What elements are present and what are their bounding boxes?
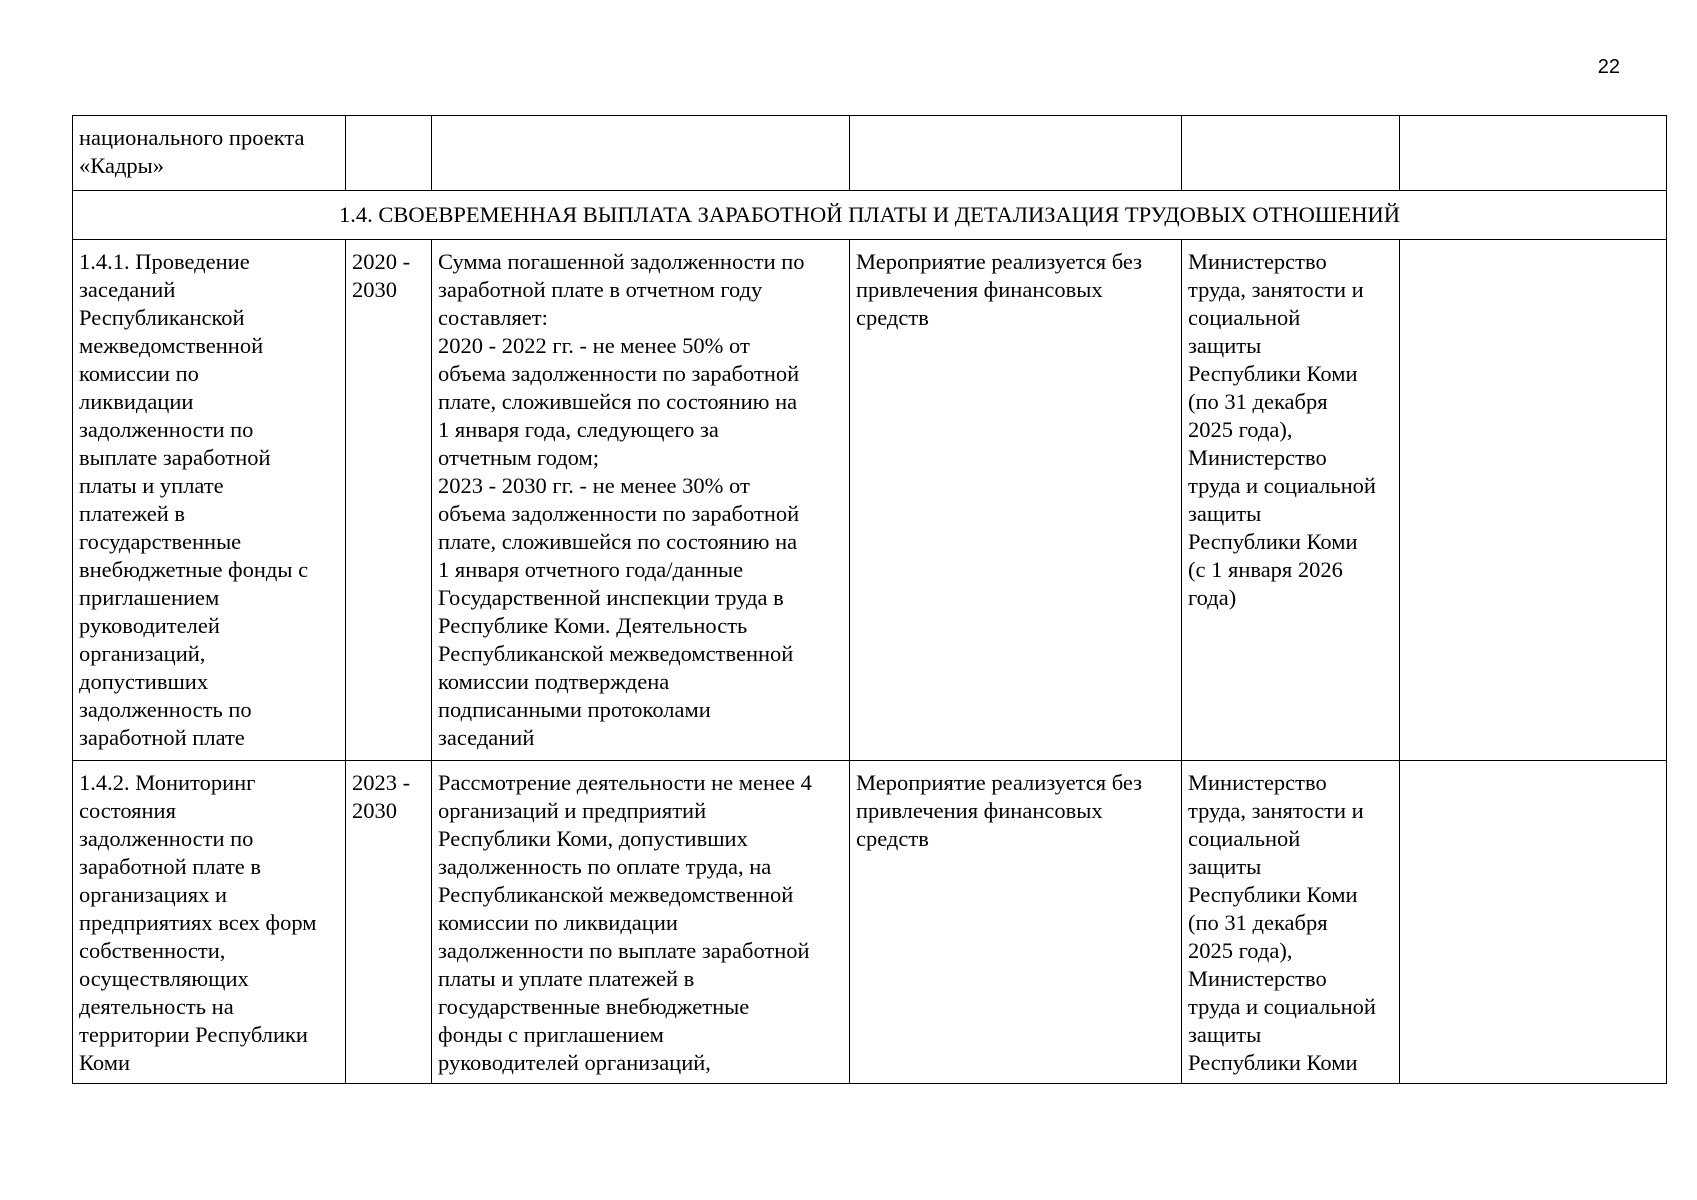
responsible-cell: Министерство труда, занятости и социальной защиты Республики Коми (по 31 декабря 2025 года), Министерство труда и социальной защиты Республики Коми (1182, 761, 1400, 1084)
financing-cell: Мероприятие реализуется без привлечения финансовых средств (850, 240, 1182, 761)
period-cell: 2023 - 2030 (346, 761, 432, 1084)
responsible-cell (1182, 116, 1400, 191)
responsible-cell: Министерство труда, занятости и социальной защиты Республики Коми (по 31 декабря 2025 года), Министерство труда и социальной защиты Республики Коми (с 1 января 2026 года) (1182, 240, 1400, 761)
financing-cell: Мероприятие реализуется без привлечения финансовых средств (850, 761, 1182, 1084)
extra-cell (1400, 240, 1667, 761)
page-number: 22 (1597, 56, 1620, 78)
table-row (73, 761, 1667, 1084)
section-heading-row (73, 191, 1667, 240)
measures-table (72, 115, 1667, 1084)
result-cell: Сумма погашенной задолженности по заработной плате в отчетном году составляет: 2020 - 2022 гг. - не менее 50% от объема задолженности по заработной плате, сложившейся по состоянию на 1 января года, следующего за отчетным годом; 2023 - 2030 гг. - не менее 30% от объема задолженности по заработной плате, сложившейся по состоянию на 1 января отчетного года/данные Государственной инспекции труда в Республике Коми. Деятельность Республиканской межведомственной комиссии подтверждена подписанными протоколами заседаний (432, 240, 850, 761)
extra-cell (1400, 761, 1667, 1084)
extra-cell (1400, 116, 1667, 191)
financing-cell (850, 116, 1182, 191)
period-cell (346, 116, 432, 191)
period-cell: 2020 - 2030 (346, 240, 432, 761)
activity-cell: 1.4.1. Проведение заседаний Республиканской межведомственной комиссии по ликвидации задолженности по выплате заработной платы и уплате платежей в государственные внебюджетные фонды с приглашением руководителей организаций, допустивших задолженность по заработной плате (73, 240, 346, 761)
activity-cell: национального проекта «Кадры» (73, 116, 346, 191)
result-cell (432, 116, 850, 191)
section-heading: 1.4. СВОЕВРЕМЕННАЯ ВЫПЛАТА ЗАРАБОТНОЙ ПЛАТЫ И ДЕТАЛИЗАЦИЯ ТРУДОВЫХ ОТНОШЕНИЙ (73, 191, 1667, 240)
table-row (73, 240, 1667, 761)
table-row (73, 116, 1667, 191)
result-cell: Рассмотрение деятельности не менее 4 организаций и предприятий Республики Коми, допустивших задолженность по оплате труда, на Республиканской межведомственной комиссии по ликвидации задолженности по выплате заработной платы и уплате платежей в государственные внебюджетные фонды с приглашением руководителей организаций, (432, 761, 850, 1084)
activity-cell: 1.4.2. Мониторинг состояния задолженности по заработной плате в организациях и предприятиях всех форм собственности, осуществляющих деятельность на территории Республики Коми (73, 761, 346, 1084)
